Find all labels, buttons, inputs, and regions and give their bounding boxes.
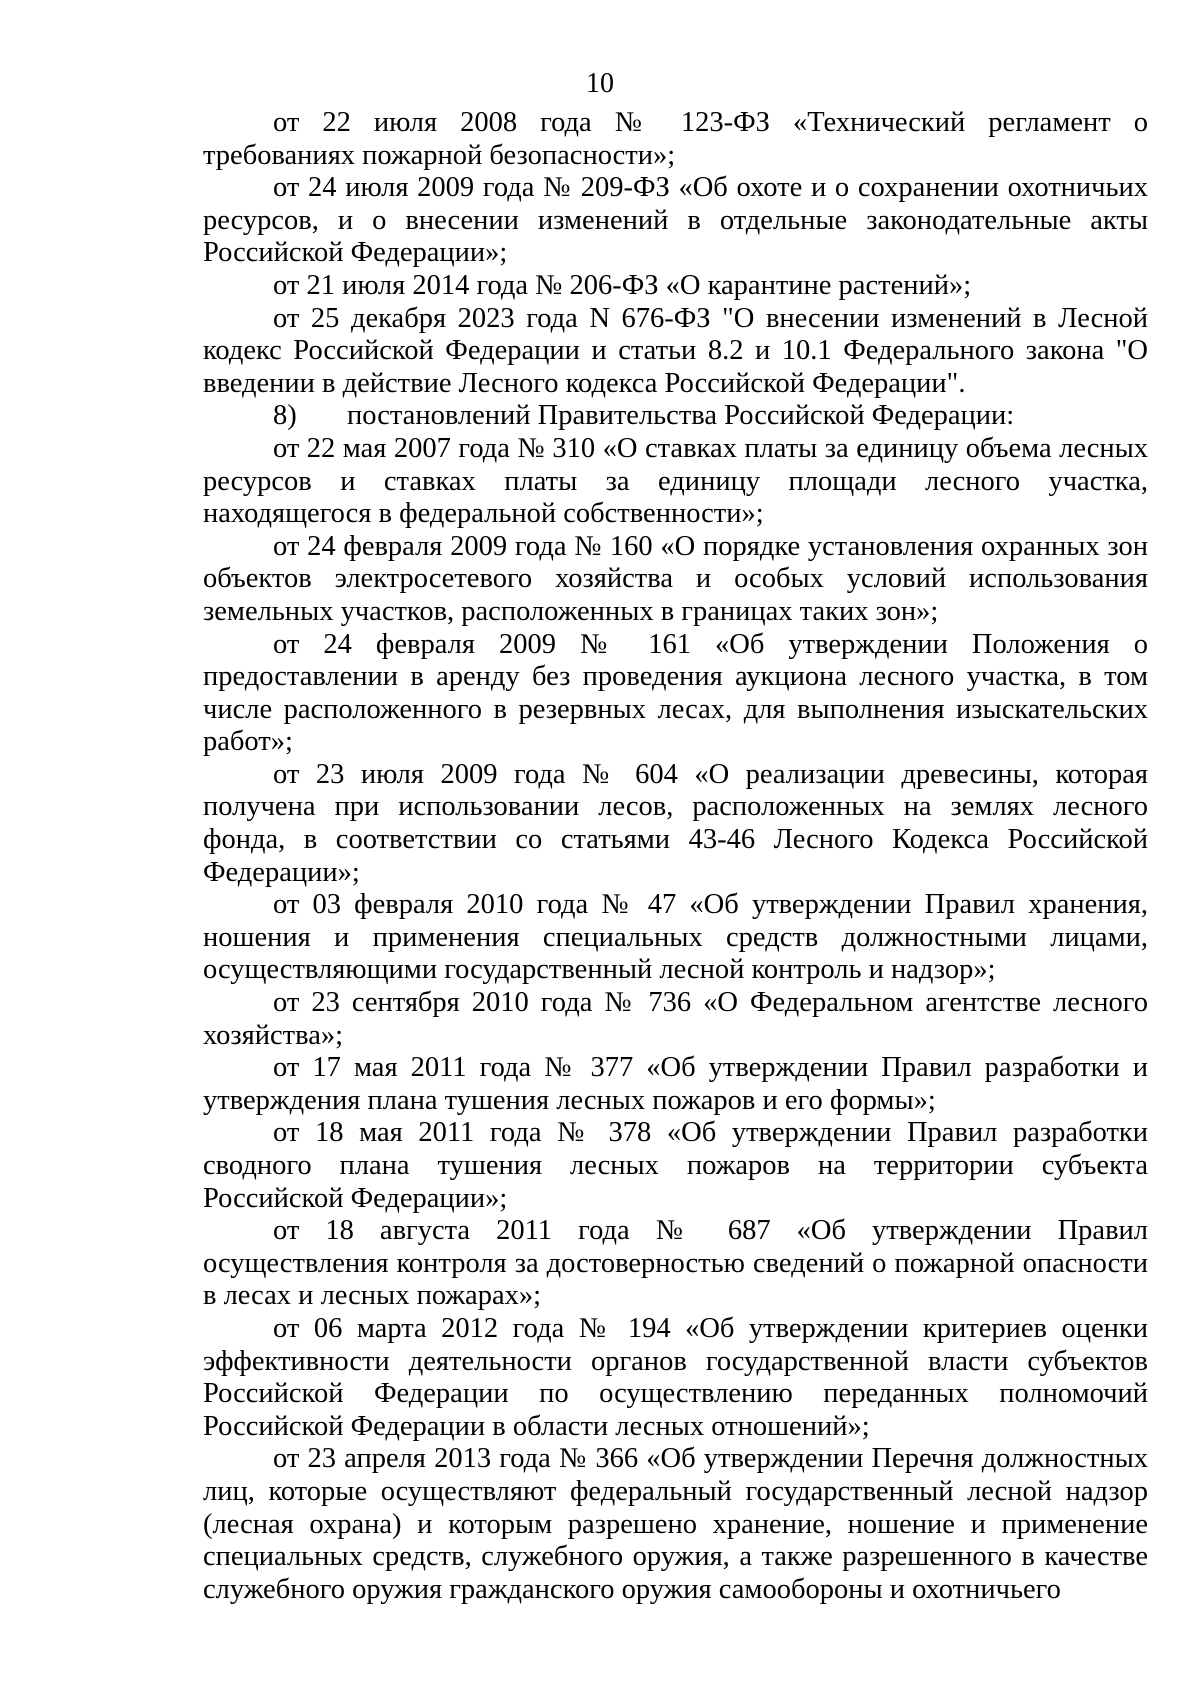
list-item-text: постановлений Правительства Российской Федерации: — [347, 400, 1015, 432]
law-paragraph: от 22 июля 2008 года № 123-ФЗ «Технический регламент о требованиях пожарной безопасности»; — [203, 107, 1148, 171]
decree-paragraph: от 06 марта 2012 года № 194 «Об утверждении критериев оценки эффективности деятельности органов государственной власти субъектов Российской Федерации по осуществлению переданных полномочий Российской Федерации в области лесных отношений»; — [203, 1312, 1148, 1442]
decree-paragraph: от 23 июля 2009 года № 604 «О реализации древесины, которая получена при использовании лесов, расположенных на землях лесного фонда, в соответствии со статьями 43-46 Лесного Кодекса Российской Федерации»; — [203, 758, 1148, 888]
law-paragraph: от 25 декабря 2023 года N 676-ФЗ "О внесении изменений в Лесной кодекс Российской Федерации и статьи 8.2 и 10.1 Федерального закона "О введении в действие Лесного кодекса Российской Федерации". — [203, 302, 1148, 399]
decree-paragraph: от 18 мая 2011 года № 378 «Об утверждении Правил разработки сводного плана тушения лесных пожаров на территории субъекта Российской Федерации»; — [203, 1117, 1148, 1214]
list-item-number: 8) — [273, 400, 297, 432]
law-paragraph: от 24 июля 2009 года № 209-ФЗ «Об охоте и о сохранении охотничьих ресурсов, и о внесении изменений в отдельные законодательные акты Российской Федерации»; — [203, 172, 1148, 269]
decree-paragraph: от 24 февраля 2009 года № 160 «О порядке установления охранных зон объектов электросетевого хозяйства и особых условий использования земельных участков, расположенных в границах таких зон»; — [203, 530, 1148, 627]
decree-paragraph: от 18 августа 2011 года № 687 «Об утверждении Правил осуществления контроля за достоверностью сведений о пожарной опасности в лесах и лесных пожарах»; — [203, 1215, 1148, 1312]
law-paragraph: от 21 июля 2014 года № 206-ФЗ «О карантине растений»; — [273, 269, 972, 301]
decree-paragraph: от 23 апреля 2013 года № 366 «Об утверждении Перечня должностных лиц, которые осуществляют федеральный государственный лесной надзор (лесная охрана) и которым разрешено хранение, ношение и применение специальных средств, служебного оружия, а также разрешенного в качестве служебного оружия гражданского оружия самообороны и охотничьего — [203, 1443, 1148, 1605]
document-body — [203, 107, 1148, 1606]
list-item-decrees-heading — [203, 400, 1148, 433]
decree-paragraph: от 22 мая 2007 года № 310 «О ставках платы за единицу объема лесных ресурсов и ставках платы за единицу площади лесного участка, находящегося в федеральной собственности»; — [203, 432, 1148, 530]
page-number: 10 — [586, 68, 614, 99]
decree-paragraph: от 17 мая 2011 года № 377 «Об утверждении Правил разработки и утверждения плана тушения лесных пожаров и его формы»; — [203, 1052, 1148, 1116]
decree-paragraph: от 24 февраля 2009 № 161 «Об утверждении Положения о предоставлении в аренду без проведения аукциона лесного участка, в том числе расположенного в резервных лесах, для выполнения изыскательских работ»; — [203, 628, 1148, 758]
decree-paragraph: от 03 февраля 2010 года № 47 «Об утверждении Правил хранения, ношения и применения специальных средств должностными лицами, осуществляющими государственный лесной контроль и надзор»; — [203, 889, 1148, 986]
decree-paragraph: от 23 сентября 2010 года № 736 «О Федеральном агентстве лесного хозяйства»; — [203, 987, 1148, 1051]
